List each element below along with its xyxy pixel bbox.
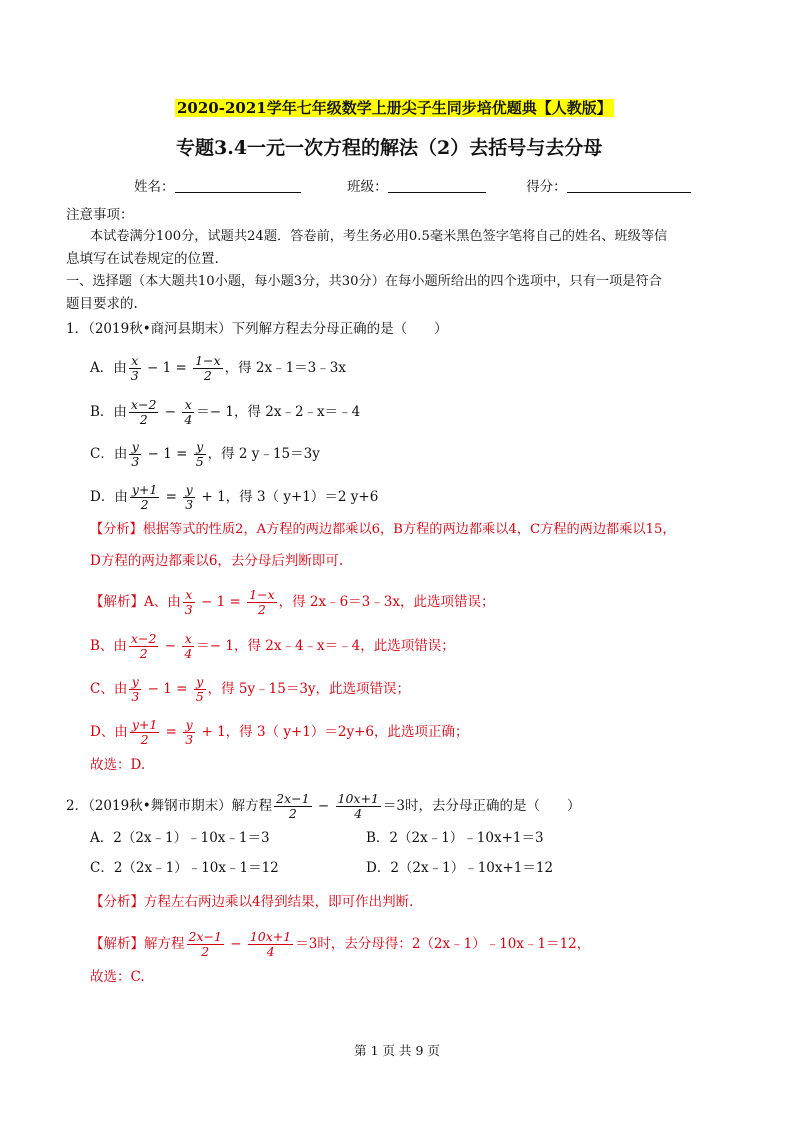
- q2-option-b: B．2（2x﹣1）﹣10x+1＝3: [366, 830, 544, 846]
- section-heading-line-2: 题目要求的.: [66, 296, 138, 312]
- q1-stem: 1．（2019秋•商河县期末）下列解方程去分母正确的是（ ）: [66, 321, 448, 337]
- section-heading-line-1: 一、选择题（本大题共10小题，每小题3分，共30分）在每小题所给出的四个选项中，只有一项是符合: [66, 274, 662, 289]
- q1-solution-d: D、由 $\frac{y+1}{2}$ = $\frac{y}{3}$ + 1，得 3（ y+1）＝2y+6，此选项正确；: [90, 717, 469, 747]
- q1-analysis-line-1: 【分析】根据等式的性质2，A方程的两边都乘以6，B方程的两边都乘以4，C方程的两边都乘以15，: [90, 522, 676, 537]
- q1-solution-a: 【解析】A、由 $\frac{x}{3}$ − 1 = $\frac{1-x}{2}$ ，得 2x﹣6＝3﹣3x，此选项错误；: [90, 587, 495, 617]
- name-label: 姓名：: [134, 179, 175, 195]
- q1-option-c: C．由 $\frac{y}{3}$ − 1 = $\frac{y}{5}$ ，得 2 y﹣15＝3y: [90, 439, 320, 469]
- class-label: 班级：: [347, 179, 388, 195]
- notes-heading: 注意事项：: [66, 207, 134, 223]
- q1-analysis-line-2: D方程的两边都乘以6，去分母后判断即可.: [90, 553, 344, 569]
- notes-line-2: 息填写在试卷规定的位置.: [66, 251, 219, 267]
- q1-solution-c: C、由 $\frac{y}{3}$ − 1 = $\frac{y}{5}$ ，得 5y﹣15＝3y，此选项错误；: [90, 674, 411, 704]
- name-blank: [175, 178, 301, 193]
- q1-option-a: A．由 $\frac{x}{3}$ − 1 = $\frac{1-x}{2}$ ，得 2x﹣1＝3﹣3x: [90, 353, 346, 383]
- score-blank: [567, 178, 691, 193]
- main-title: 专题3.4一元一次方程的解法（2）去括号与去分母: [176, 137, 603, 159]
- q2-option-c: C．2（2x﹣1）﹣10x﹣1＝12: [90, 860, 279, 876]
- q2-stem: 2．（2019秋•舞钢市期末）解方程 $\frac{2x-1}{2}$ − $\frac{10x+1}{4}$ ＝3时，去分母正确的是（ ）: [66, 791, 581, 821]
- q2-solution: 【解析】解方程 $\frac{2x-1}{2}$ − $\frac{10x+1}{4}$ ＝3时，去分母得：2（2x﹣1）﹣10x﹣1＝12，: [90, 929, 591, 959]
- class-blank: [388, 178, 486, 193]
- student-info-row: [134, 177, 691, 197]
- q1-option-d: D．由 $\frac{y+1}{2}$ = $\frac{y}{3}$ + 1，得 3（ y+1）＝2 y+6: [90, 482, 379, 512]
- page-footer: 第 1 页 共 9 页: [354, 1043, 440, 1058]
- q2-option-a: A．2（2x﹣1）﹣10x﹣1＝3: [90, 830, 270, 846]
- q1-solution-b: B、由 $\frac{x-2}{2}$ − $\frac{x}{4}$ ＝− 1，得 2x﹣4﹣x＝﹣4，此选项错误；: [90, 631, 455, 661]
- q1-option-b: B．由 $\frac{x-2}{2}$ − $\frac{x}{4}$ ＝− 1，得 2x﹣2﹣x＝﹣4: [90, 397, 361, 427]
- series-title: 2020-2021学年七年级数学上册尖子生同步培优题典【人教版】: [177, 99, 612, 117]
- notes-line-1: 本试卷满分100分，试题共24题．答卷前，考生务必用0.5毫米黑色签字笔将自己的姓名、班级等信: [90, 229, 668, 244]
- score-label: 得分：: [526, 179, 567, 195]
- q2-analysis: 【分析】方程左右两边乘以4得到结果，即可作出判断.: [90, 894, 414, 910]
- q2-answer: 故选：C.: [90, 969, 145, 985]
- q1-answer: 故选：D.: [90, 757, 146, 773]
- q2-option-d: D．2（2x﹣1）﹣10x+1＝12: [366, 860, 554, 876]
